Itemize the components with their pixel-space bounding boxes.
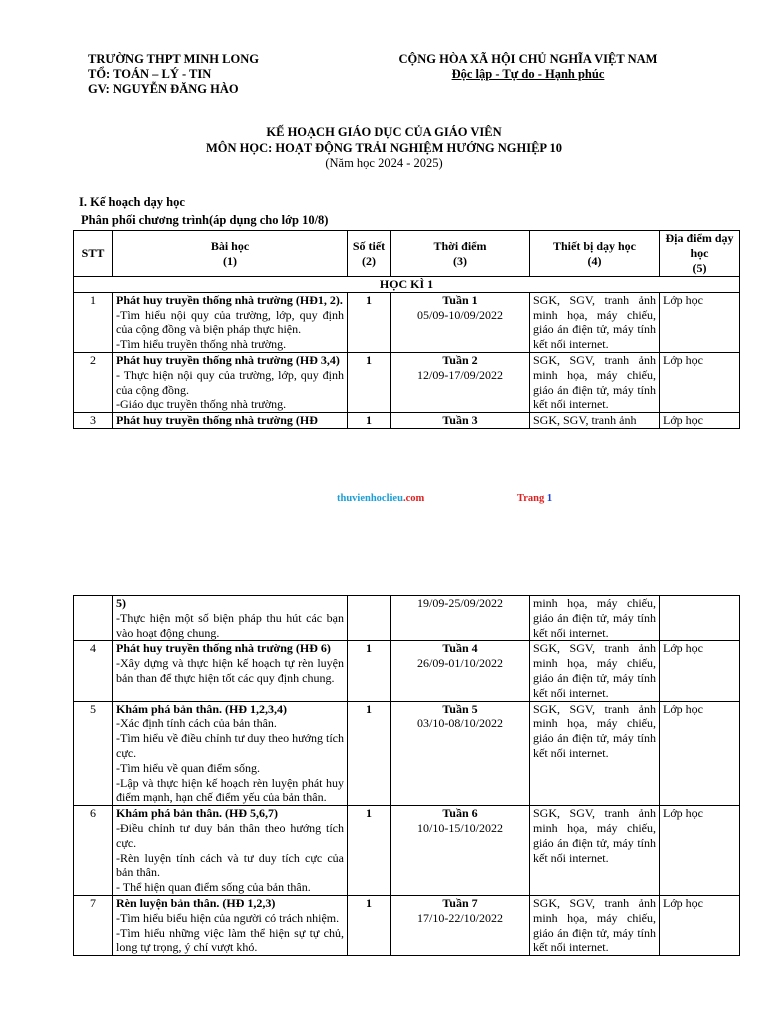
cell-place: [660, 596, 740, 641]
lesson-line: -Tìm hiểu nội quy của trường, lớp, quy định của cộng đồng và biện pháp thực hiện.: [116, 307, 344, 337]
week-label: Tuần 7: [442, 895, 478, 910]
cell-periods: 1: [348, 292, 391, 352]
header-time: Thời điểm (3): [391, 231, 530, 277]
cell-stt: 6: [74, 806, 113, 896]
cell-place: Lớp học: [660, 292, 740, 352]
plan-table-page1: [73, 230, 740, 429]
table-row: [74, 596, 740, 641]
cell-time: [391, 806, 530, 896]
cell-time: [391, 413, 530, 429]
footer-site-name: thuvienhoclieu: [337, 493, 403, 504]
main-title: KẾ HOẠCH GIÁO DỤC CỦA GIÁO VIÊN: [266, 125, 502, 139]
header-left: [88, 52, 259, 97]
week-label: Tuần 6: [442, 806, 478, 821]
cell-stt: 5: [74, 701, 113, 806]
footer-page-label: Trang: [517, 493, 547, 504]
cell-equipment: SGK, SGV, tranh ảnh minh họa, máy chiếu, giáo án điện tử, máy tính kết nối internet.: [530, 292, 660, 352]
cell-place: Lớp học: [660, 641, 740, 701]
footer-site-domain: .com: [402, 493, 425, 504]
cell-equipment: SGK, SGV, tranh ảnh minh họa, máy chiếu, giáo án điện tử, máy tính kết nối internet.: [530, 641, 660, 701]
week-label: Tuần 1: [442, 292, 478, 307]
lesson-line: -Điều chỉnh tư duy bản thân theo hướng tích cực.: [116, 820, 344, 850]
cell-stt: 4: [74, 641, 113, 701]
lesson-line: -Lập và thực hiện kế hoạch rèn luyện phát huy điểm mạnh, hạn chế điểm yếu của bản thân.: [116, 775, 344, 805]
table-row: [74, 413, 740, 429]
lesson-line: -Tìm hiểu truyền thống nhà trường.: [116, 337, 287, 352]
date-range: 05/09-10/09/2022: [417, 307, 503, 322]
lesson-line: -Thực hiện một số biện pháp thu hút các bạn vào hoạt động chung.: [116, 610, 344, 640]
header-periods: Số tiết (2): [348, 231, 391, 277]
department: TỔ: TOÁN – LÝ - TIN: [88, 67, 212, 81]
lesson-title: Khám phá bản thân. (HĐ 5,6,7): [116, 806, 279, 821]
cell-place: Lớp học: [660, 413, 740, 429]
lesson-title: Phát huy truyền thống nhà trường (HĐ: [116, 413, 318, 428]
header-equipment: Thiết bị dạy học (4): [530, 231, 660, 277]
cell-lesson: [113, 641, 348, 701]
cell-equipment: SGK, SGV, tranh ảnh minh họa, máy chiếu, giáo án điện tử, máy tính kết nối internet.: [530, 895, 660, 955]
cell-lesson: [113, 292, 348, 352]
cell-lesson: [113, 895, 348, 955]
cell-lesson: [113, 596, 348, 641]
date-range: 12/09-17/09/2022: [417, 367, 503, 382]
week-label: Tuần 2: [442, 352, 478, 367]
cell-periods: 1: [348, 895, 391, 955]
lesson-line: -Tìm hiểu biểu hiện của người có trách nhiệm.: [116, 910, 340, 925]
cell-time: [391, 641, 530, 701]
plan-table-page2: [73, 595, 740, 956]
cell-stt: 3: [74, 413, 113, 429]
date-range: 19/09-25/09/2022: [417, 596, 503, 610]
header-right: [393, 52, 663, 82]
lesson-line: -Rèn luyện tính cách và tư duy tích cực của bản thân.: [116, 850, 344, 880]
semester-label: HỌC KÌ 1: [74, 277, 740, 293]
school-name: TRƯỜNG THPT MINH LONG: [88, 52, 259, 66]
lesson-line: -Tìm hiểu về quan điểm sống.: [116, 760, 260, 775]
cell-lesson: [113, 806, 348, 896]
lesson-title: Khám phá bản thân. (HĐ 1,2,3,4): [116, 701, 288, 716]
table-row: [74, 292, 740, 352]
footer-site: [337, 493, 424, 504]
cell-place: Lớp học: [660, 701, 740, 806]
cell-stt: 2: [74, 352, 113, 412]
header-stt: STT: [74, 231, 113, 277]
table-row: [74, 701, 740, 806]
footer-page-number: 1: [546, 493, 553, 504]
lesson-line: - Thực hiện nội quy của trường, lớp, quy định của cộng đồng.: [116, 367, 344, 397]
cell-stt: 1: [74, 292, 113, 352]
cell-place: Lớp học: [660, 806, 740, 896]
date-range: 26/09-01/10/2022: [417, 656, 503, 671]
lesson-line: -Giáo dục truyền thống nhà trường.: [116, 397, 287, 412]
header-lesson: Bài học (1): [113, 231, 348, 277]
section-heading: I. Kế hoạch dạy học: [79, 195, 185, 209]
cell-equipment: SGK, SGV, tranh ảnh minh họa, máy chiếu, giáo án điện tử, máy tính kết nối internet.: [530, 806, 660, 896]
cell-time: [391, 596, 530, 641]
cell-periods: 1: [348, 641, 391, 701]
date-range: 17/10-22/10/2022: [417, 910, 503, 925]
cell-time: [391, 292, 530, 352]
cell-equipment: SGK, SGV, tranh ảnh minh họa, máy chiếu, giáo án điện tử, máy tính kết nối internet.: [530, 701, 660, 806]
table-row: [74, 352, 740, 412]
cell-equipment: minh họa, máy chiếu, giáo án điện tử, máy tính kết nối internet.: [530, 596, 660, 641]
cell-time: [391, 352, 530, 412]
header-place: Địa điểm dạy học (5): [660, 231, 740, 277]
lesson-line: -Xây dựng và thực hiện kế hoạch tự rèn luyện bản than để thực hiện tốt các quy định chung.: [116, 656, 344, 685]
school-year: (Năm học 2024 - 2025): [325, 156, 443, 170]
cell-periods: 1: [348, 806, 391, 896]
table-row: [74, 895, 740, 955]
lesson-title: Rèn luyện bản thân. (HĐ 1,2,3): [116, 895, 276, 910]
section-subheading: Phân phối chương trình(áp dụng cho lớp 10/8): [81, 213, 329, 227]
lesson-title: Phát huy truyền thống nhà trường (HĐ 6): [116, 641, 331, 656]
cell-time: [391, 895, 530, 955]
cell-stt: 7: [74, 895, 113, 955]
teacher-name: GV: NGUYỄN ĐĂNG HÀO: [88, 82, 239, 96]
date-range: 10/10-15/10/2022: [417, 820, 503, 835]
cell-equipment: SGK, SGV, tranh ảnh: [530, 413, 660, 429]
cell-place: Lớp học: [660, 895, 740, 955]
lesson-line: -Tìm hiểu về điều chỉnh tư duy theo hướng tích cực.: [116, 731, 344, 760]
table-row: [74, 641, 740, 701]
lesson-line: - Thể hiện quan điểm sống của bản thân.: [116, 880, 311, 895]
cell-periods: [348, 596, 391, 641]
lesson-title: 5): [116, 596, 126, 610]
lesson-title: Phát huy truyền thống nhà trường (HĐ 3,4): [116, 352, 340, 367]
week-label: Tuần 5: [442, 701, 478, 716]
table-row: [74, 806, 740, 896]
cell-place: Lớp học: [660, 352, 740, 412]
cell-equipment: SGK, SGV, tranh ảnh minh họa, máy chiếu, giáo án điện tử, máy tính kết nối internet.: [530, 352, 660, 412]
cell-lesson: [113, 701, 348, 806]
cell-periods: 1: [348, 352, 391, 412]
cell-lesson: [113, 413, 348, 429]
cell-time: [391, 701, 530, 806]
cell-periods: 1: [348, 413, 391, 429]
week-label: Tuần 3: [442, 413, 478, 428]
lesson-title: Phát huy truyền thống nhà trường (HĐ1, 2).: [116, 292, 343, 307]
cell-stt: [74, 596, 113, 641]
subject-title: MÔN HỌC: HOẠT ĐỘNG TRẢI NGHIỆM HƯỚNG NGHIỆP 10: [205, 140, 563, 155]
motto: Độc lập - Tự do - Hạnh phúc: [451, 67, 605, 81]
footer-page: [517, 493, 552, 504]
cell-periods: 1: [348, 701, 391, 806]
cell-lesson: [113, 352, 348, 412]
date-range: 03/10-08/10/2022: [417, 716, 503, 731]
lesson-line: -Tìm hiểu những việc làm thể hiện sự tự chủ, long tự trọng, ý chí vượt khó.: [116, 925, 344, 955]
nation-name: CỘNG HÒA XÃ HỘI CHỦ NGHĨA VIỆT NAM: [398, 52, 658, 66]
week-label: Tuần 4: [442, 641, 478, 656]
document-titles: [74, 125, 694, 172]
lesson-line: -Xác định tính cách của bản thân.: [116, 716, 277, 731]
